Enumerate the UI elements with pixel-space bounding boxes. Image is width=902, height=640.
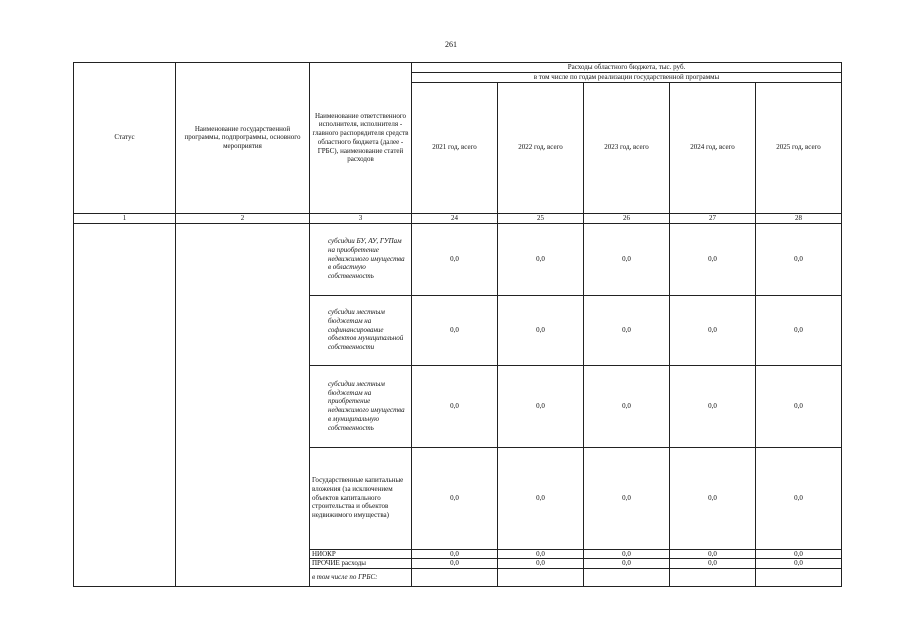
status-header: Статус (74, 63, 176, 214)
value-cell: 0,0 (412, 549, 498, 559)
value-cell (412, 569, 498, 587)
row-label: Государственные капитальные вложения (за исключением объектов капитального строительства и объектов недвижимого имущества) (310, 447, 412, 549)
year-header: 2025 год, всего (756, 82, 842, 213)
value-cell: 0,0 (412, 447, 498, 549)
row-label: субсидии БУ, АУ, ГУПам на приобретение недвижимого имущества в областную собственность (310, 223, 412, 295)
value-cell: 0,0 (756, 365, 842, 447)
budget-table (73, 62, 842, 587)
value-cell: 0,0 (756, 559, 842, 569)
column-number: 2 (176, 213, 310, 223)
value-cell: 0,0 (498, 365, 584, 447)
value-cell: 0,0 (584, 559, 670, 569)
budget-header: Расходы областного бюджета, тыс. руб. (412, 63, 842, 73)
value-cell: 0,0 (412, 365, 498, 447)
row-label: ПРОЧИЕ расходы (310, 559, 412, 569)
value-cell: 0,0 (584, 295, 670, 365)
column-number: 26 (584, 213, 670, 223)
table-row (74, 223, 842, 295)
year-header: 2021 год, всего (412, 82, 498, 213)
row-label: субсидии местным бюджетам на софинансирование объектов муниципальной собственности (310, 295, 412, 365)
column-number: 1 (74, 213, 176, 223)
value-cell: 0,0 (498, 295, 584, 365)
page-number: 261 (445, 40, 457, 49)
value-cell: 0,0 (756, 295, 842, 365)
status-cell (74, 223, 176, 587)
program-name-header: Наименование государственной программы, подпрограммы, основного мероприятия (176, 63, 310, 214)
value-cell: 0,0 (498, 447, 584, 549)
value-cell: 0,0 (670, 447, 756, 549)
value-cell: 0,0 (756, 549, 842, 559)
value-cell (670, 569, 756, 587)
year-header: 2023 год, всего (584, 82, 670, 213)
value-cell: 0,0 (670, 549, 756, 559)
value-cell: 0,0 (670, 365, 756, 447)
value-cell: 0,0 (584, 223, 670, 295)
column-number: 28 (756, 213, 842, 223)
value-cell: 0,0 (412, 559, 498, 569)
value-cell: 0,0 (670, 223, 756, 295)
value-cell (584, 569, 670, 587)
column-number: 24 (412, 213, 498, 223)
value-cell: 0,0 (584, 549, 670, 559)
column-numbers-row (74, 213, 842, 223)
value-cell: 0,0 (670, 295, 756, 365)
executor-header: Наименование ответственного исполнителя, исполнителя - главного распорядителя средств областного бюджета (далее - ГРБС), наименование статей расходов (310, 63, 412, 214)
value-cell: 0,0 (584, 447, 670, 549)
by-years-header: в том числе по годам реализации государственной программы (412, 72, 842, 82)
row-label: субсидии местным бюджетам на приобретение недвижимого имущества в муниципальную собственность (310, 365, 412, 447)
program-name-cell (176, 223, 310, 587)
value-cell: 0,0 (498, 223, 584, 295)
value-cell: 0,0 (584, 365, 670, 447)
row-label: в том числе по ГРБС: (310, 569, 412, 587)
row-label: НИОКР (310, 549, 412, 559)
year-header: 2022 год, всего (498, 82, 584, 213)
column-number: 27 (670, 213, 756, 223)
value-cell: 0,0 (412, 295, 498, 365)
value-cell: 0,0 (670, 559, 756, 569)
value-cell: 0,0 (498, 549, 584, 559)
value-cell: 0,0 (756, 223, 842, 295)
value-cell (756, 569, 842, 587)
value-cell: 0,0 (412, 223, 498, 295)
value-cell: 0,0 (756, 447, 842, 549)
year-header: 2024 год, всего (670, 82, 756, 213)
column-number: 3 (310, 213, 412, 223)
value-cell (498, 569, 584, 587)
value-cell: 0,0 (498, 559, 584, 569)
column-number: 25 (498, 213, 584, 223)
